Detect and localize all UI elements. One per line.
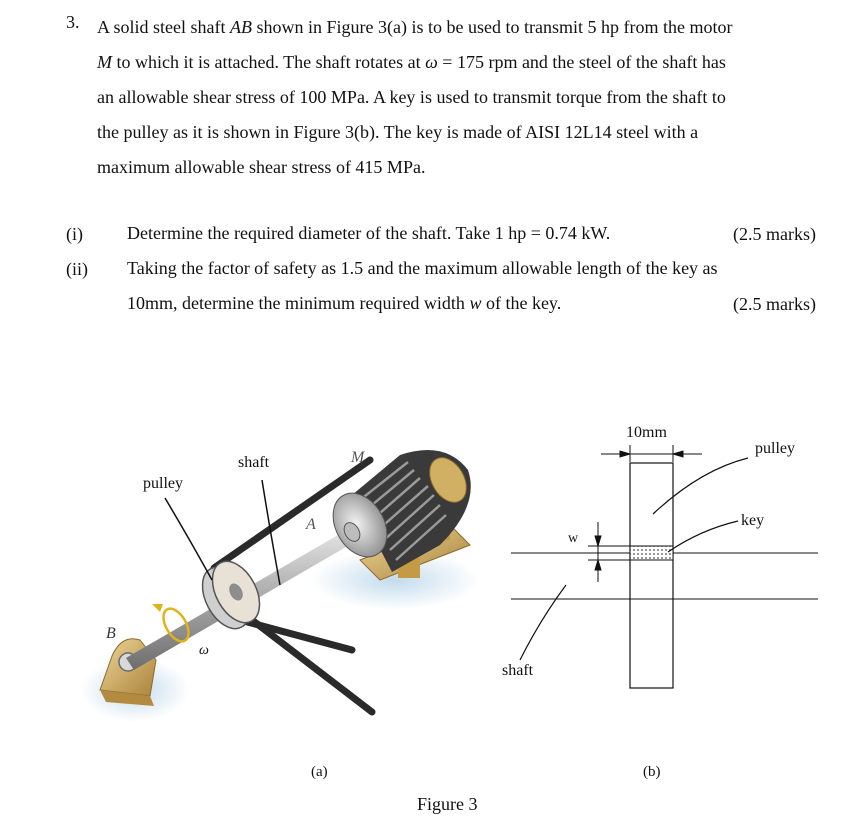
label-point-b: B <box>106 625 116 642</box>
question-line-3: an allowable shear stress of 100 MPa. A key is used to transmit torque from the shaft to <box>97 87 726 107</box>
label-key: key <box>741 512 765 529</box>
part-i-marks: (2.5 marks) <box>733 224 816 244</box>
question-line-5: maximum allowable shear stress of 415 MPa. <box>97 157 426 177</box>
question-line-1: A solid steel shaft AB shown in Figure 3(a) is to be used to transmit 5 hp from the motor <box>97 17 733 37</box>
part-ii-marks: (2.5 marks) <box>733 294 816 314</box>
part-ii-number: (ii) <box>66 259 88 279</box>
label-pulley-a: pulley <box>143 475 183 492</box>
question-line-4: the pulley as it is shown in Figure 3(b). The key is made of AISI 12L14 steel with a <box>97 122 699 142</box>
pulley-leader-b <box>653 458 748 514</box>
pulley-leader-line <box>165 498 212 580</box>
key <box>630 546 673 560</box>
part-ii-text-line2: 10mm, determine the minimum required width w of the key. <box>127 293 562 313</box>
caption-b: (b) <box>643 764 661 780</box>
figure-b <box>511 445 818 688</box>
label-shaft-b: shaft <box>502 662 534 679</box>
label-shaft-a: shaft <box>238 454 270 471</box>
label-pulley-b: pulley <box>755 440 795 457</box>
label-point-a: A <box>306 516 316 533</box>
label-w: w <box>568 531 579 546</box>
part-i-number: (i) <box>66 224 83 244</box>
shaft-leader-b <box>520 585 566 660</box>
key-leader <box>668 521 738 552</box>
caption-a: (a) <box>311 764 328 780</box>
figure-a <box>80 450 480 722</box>
part-i-text: Determine the required diameter of the shaft. Take 1 hp = 0.74 kW. <box>127 223 611 243</box>
label-motor-m: M <box>351 449 365 466</box>
question-line-2: M to which it is attached. The shaft rotates at ω = 175 rpm and the steel of the shaft has <box>97 52 726 72</box>
label-omega: ω <box>199 643 209 658</box>
pulley-hub <box>630 463 673 688</box>
label-10mm: 10mm <box>626 424 667 441</box>
part-ii-text-line1: Taking the factor of safety as 1.5 and the maximum allowable length of the key as <box>127 258 718 278</box>
figure-caption: Figure 3 <box>417 794 478 814</box>
question-number: 3. <box>66 12 80 32</box>
